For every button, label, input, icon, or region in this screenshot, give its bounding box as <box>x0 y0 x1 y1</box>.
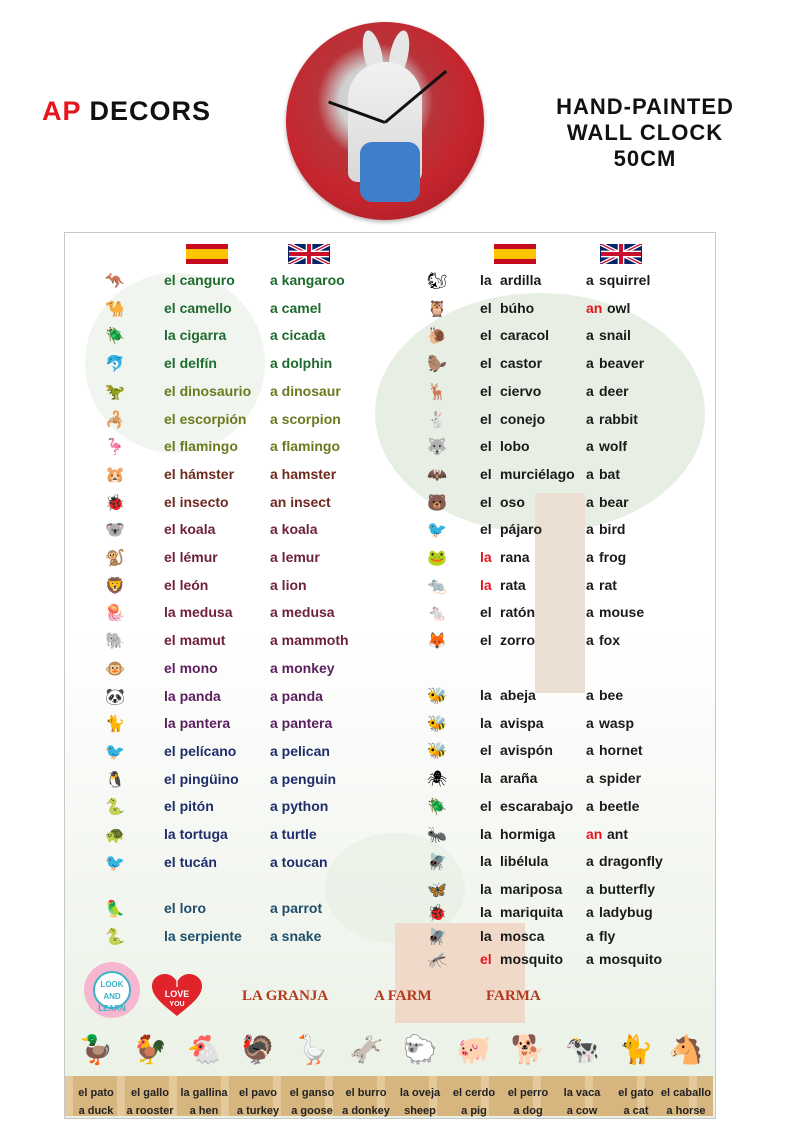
word-en: squirrel <box>599 272 651 288</box>
wasp-icon: 🐝 <box>427 716 447 733</box>
word-es: la panda <box>164 687 221 704</box>
penguin-icon: 🐧 <box>105 771 125 789</box>
word-en: a lion <box>270 576 307 593</box>
turtle-icon: 🐢 <box>105 827 125 844</box>
word-en: butterfly <box>599 881 655 897</box>
word-es: la medusa <box>164 604 233 621</box>
word-es: el camello <box>164 299 232 316</box>
article-en: a <box>586 770 594 786</box>
frog-icon: 🐸 <box>427 550 447 567</box>
word-es: murciélago <box>500 465 575 482</box>
scorpion-icon: 🦂 <box>105 411 125 429</box>
word-en: a koala <box>270 521 318 538</box>
word-en: a cicada <box>270 327 326 344</box>
word-es: el pingüino <box>164 770 239 787</box>
article-en: a <box>586 632 594 649</box>
article-en: a <box>586 549 594 565</box>
farm-word-en: a dog <box>513 1105 543 1117</box>
word-en: bee <box>599 687 624 703</box>
deer-icon: 🦌 <box>427 383 447 401</box>
promo-line: 50CM <box>613 146 677 171</box>
word-es: el koala <box>164 521 216 538</box>
word-en: wolf <box>599 438 627 455</box>
word-es: el tucán <box>164 853 217 870</box>
word-es: el escorpión <box>164 410 247 427</box>
word-en: mouse <box>599 604 645 621</box>
word-en: rat <box>599 576 617 593</box>
article-es: la <box>480 904 492 920</box>
word-es: oso <box>500 493 525 510</box>
word-en: a parrot <box>270 900 323 916</box>
bird-icon: 🐦 <box>427 522 447 540</box>
fox-icon: 🦊 <box>427 633 447 651</box>
word-es: el dinosaurio <box>164 382 252 399</box>
farm-word-es: el burro <box>345 1087 387 1099</box>
word-es: el delfín <box>164 355 217 372</box>
wolf-icon: 🐺 <box>427 439 447 457</box>
ladybug-icon: 🐞 <box>427 905 447 922</box>
word-en: snail <box>599 327 631 344</box>
beaver-icon: 🦫 <box>427 356 447 374</box>
article-en: a <box>586 951 594 967</box>
brand-decors: DECORS <box>89 96 212 126</box>
word-es: el pelícano <box>164 742 237 759</box>
dolphin-icon: 🐬 <box>105 356 125 374</box>
article-en: a <box>586 853 594 869</box>
article-es: la <box>480 770 492 786</box>
article-es: la <box>480 928 492 944</box>
article-en: a <box>586 798 594 814</box>
word-es: la cigarra <box>164 327 227 344</box>
promo-title <box>520 94 770 172</box>
word-en: a pantera <box>270 715 333 732</box>
word-en: ant <box>607 826 628 842</box>
word-en: dragonfly <box>599 853 663 869</box>
snake-icon: 🐍 <box>105 929 125 946</box>
word-es: lobo <box>500 438 530 455</box>
farm-word-en: sheep <box>404 1105 436 1117</box>
article-es: el <box>480 410 492 427</box>
article-es: la <box>480 881 492 897</box>
farm-word-en: a pig <box>461 1105 487 1117</box>
word-en: a lemur <box>270 549 320 565</box>
bat-icon: 🦇 <box>427 466 447 484</box>
rat-icon: 🐀 <box>427 577 447 595</box>
farm-word-es: el pato <box>78 1087 114 1099</box>
farm-word-en: a cow <box>566 1105 598 1117</box>
heart-text: LOVE <box>164 989 190 999</box>
cicada-icon: 🪲 <box>105 328 125 346</box>
farm-word-en: a rooster <box>126 1105 174 1117</box>
bear-icon: 🐻 <box>427 494 447 512</box>
mammoth-icon: 🐘 <box>105 633 125 651</box>
butterfly-icon: 🦋 <box>427 882 447 899</box>
article-en: a <box>586 715 594 731</box>
uk-flag-icon <box>600 244 642 264</box>
article-es: la <box>480 853 492 869</box>
uk-flag-icon <box>288 244 330 264</box>
article-en: a <box>586 604 594 621</box>
article-es: el <box>480 299 492 316</box>
article-es: el <box>480 742 492 758</box>
toucan-icon: 🐦 <box>105 854 125 872</box>
farm-word-es: el pavo <box>239 1087 277 1099</box>
word-es: ciervo <box>500 382 542 399</box>
article-en: a <box>586 521 594 538</box>
article-es: la <box>480 826 492 842</box>
word-es: zorro <box>500 632 535 649</box>
word-en: fly <box>599 928 616 944</box>
article-es: la <box>480 549 492 565</box>
heart-icon <box>152 974 202 1018</box>
farm-title-es: LA GRANJA <box>242 988 329 1004</box>
word-en: a monkey <box>270 659 335 676</box>
word-es: ardilla <box>500 272 542 288</box>
word-es: rana <box>500 549 530 565</box>
panther-icon: 🐈 <box>105 716 125 734</box>
farm-word-es: la oveja <box>399 1087 441 1099</box>
word-es: el flamingo <box>164 438 238 455</box>
fly-icon: 🪰 <box>427 929 447 946</box>
hamster-icon: 🐹 <box>105 466 125 484</box>
article-es: el <box>480 355 492 372</box>
word-es: el loro <box>164 900 207 916</box>
ant-icon: 🐜 <box>427 827 447 844</box>
spain-flag-icon <box>186 244 228 264</box>
article-en: a <box>586 465 594 482</box>
squirrel-icon: 🐿 <box>426 273 448 290</box>
brand-ap: AP <box>42 96 82 126</box>
word-es: mariposa <box>500 881 563 897</box>
article-en: a <box>586 355 594 372</box>
article-es: el <box>480 465 492 482</box>
article-en: a <box>586 904 594 920</box>
farm-title-en: A FARM <box>374 988 432 1004</box>
farm-word-en: a duck <box>78 1105 114 1117</box>
article-en: a <box>586 928 594 944</box>
sheep-icon: 🐑 <box>402 1034 438 1065</box>
farm-word-en: a turkey <box>236 1105 280 1117</box>
word-en: frog <box>599 549 627 565</box>
pelican-icon: 🐦 <box>105 743 125 761</box>
word-es: mariquita <box>500 904 564 920</box>
word-es: mosca <box>500 928 545 944</box>
word-es: el mamut <box>164 632 226 649</box>
word-es: el mono <box>164 659 218 676</box>
brand-logo <box>42 96 211 127</box>
word-es: pájaro <box>500 521 543 538</box>
word-en: fox <box>599 632 620 649</box>
word-en: a turtle <box>270 826 317 842</box>
background-tree-trunk <box>535 493 585 693</box>
word-es: el hámster <box>164 465 235 482</box>
farm-word-es: el cerdo <box>452 1087 496 1099</box>
word-en: a flamingo <box>270 438 341 455</box>
word-es: conejo <box>500 410 546 427</box>
article-en: a <box>586 493 594 510</box>
donkey-icon: 🫏 <box>348 1034 384 1065</box>
goose-icon: 🪿 <box>294 1034 330 1065</box>
word-en: a hamster <box>270 465 337 482</box>
rabbit-coat-icon <box>360 142 420 202</box>
farm-word-en: a donkey <box>342 1105 390 1117</box>
farm-word-en: a cat <box>623 1105 649 1117</box>
article-es: el <box>480 521 492 538</box>
monkey-icon: 🐵 <box>105 660 125 678</box>
turkey-icon: 🦃 <box>240 1034 276 1065</box>
spider-icon: 🕷 <box>426 771 448 788</box>
hornet-icon: 🐝 <box>427 743 447 760</box>
article-en: a <box>586 410 594 427</box>
dinosaur-icon: 🦖 <box>105 383 125 401</box>
farm-word-es: el caballo <box>660 1087 712 1099</box>
word-en: bear <box>599 493 629 510</box>
look-and-learn-badge <box>84 962 140 1018</box>
word-en: a snake <box>270 928 322 944</box>
word-en: owl <box>607 299 631 316</box>
article-es: el <box>480 327 492 344</box>
article-es: el <box>480 438 492 455</box>
owl-icon: 🦉 <box>427 300 447 318</box>
heart-text: YOU <box>169 1001 185 1008</box>
farm-title-farma: FARMA <box>486 988 541 1004</box>
word-en: beetle <box>599 798 640 814</box>
bee-icon: 🐝 <box>427 688 447 705</box>
article-en: an <box>586 826 603 842</box>
farm-word-es: el perro <box>507 1087 549 1099</box>
promo-line: WALL CLOCK <box>566 120 724 145</box>
word-en: a mammoth <box>270 632 349 649</box>
hen-icon: 🐔 <box>186 1034 222 1065</box>
cow-icon: 🐄 <box>564 1034 600 1065</box>
word-en: a penguin <box>270 770 337 787</box>
word-en: a dolphin <box>270 355 333 372</box>
farm-word-es: el ganso <box>289 1087 335 1099</box>
word-en: ladybug <box>599 904 653 920</box>
word-es: el lémur <box>164 549 218 565</box>
flamingo-icon: 🦩 <box>105 439 125 457</box>
cat-icon: 🐈 <box>618 1034 654 1065</box>
pig-icon: 🐖 <box>456 1034 492 1065</box>
word-es: escarabajo <box>500 798 574 814</box>
article-en: a <box>586 382 594 399</box>
word-es: libélula <box>500 853 549 869</box>
lemur-icon: 🐒 <box>105 550 125 567</box>
word-es: el pitón <box>164 798 214 815</box>
beetle-icon: 🪲 <box>427 799 447 816</box>
word-en: bird <box>599 521 626 538</box>
article-en: a <box>586 272 594 288</box>
word-es: la tortuga <box>164 826 228 842</box>
farm-word-es: la gallina <box>180 1087 228 1099</box>
farm-word-en: a goose <box>291 1105 333 1117</box>
wall-clock-image <box>286 22 484 220</box>
word-es: castor <box>500 355 543 372</box>
word-en: a panda <box>270 687 323 704</box>
article-en: a <box>586 327 594 344</box>
parrot-icon: 🦜 <box>105 901 125 918</box>
word-es: abeja <box>500 687 536 703</box>
look-line: LOOK <box>100 980 124 989</box>
word-es: hormiga <box>500 826 556 842</box>
word-en: hornet <box>599 742 643 758</box>
kangaroo-icon: 🦘 <box>105 273 125 290</box>
word-es: avispa <box>500 715 544 731</box>
article-en: a <box>586 438 594 455</box>
mosquito-icon: 🦟 <box>427 952 447 969</box>
word-en: deer <box>599 382 629 399</box>
farm-word-es: la vaca <box>563 1087 601 1099</box>
article-en: a <box>586 687 594 703</box>
article-es: el <box>480 382 492 399</box>
word-en: a pelican <box>270 742 330 759</box>
word-en: an insect <box>270 493 331 510</box>
rabbit-icon: 🐇 <box>427 411 447 429</box>
heart-text: I <box>175 980 179 989</box>
insect-icon: 🐞 <box>105 494 125 512</box>
article-es: la <box>480 687 492 703</box>
word-en: wasp <box>599 715 635 731</box>
article-es: el <box>480 604 492 621</box>
look-line: LEARN <box>98 1004 126 1013</box>
farm-word-en: a horse <box>666 1105 706 1117</box>
farm-word-es: el gallo <box>131 1087 169 1099</box>
word-en: a medusa <box>270 604 335 621</box>
word-es: búho <box>500 299 535 316</box>
word-en: a dinosaur <box>270 382 341 399</box>
koala-icon: 🐨 <box>105 522 125 540</box>
word-es: mosquito <box>500 951 563 967</box>
duck-icon: 🦆 <box>78 1034 114 1065</box>
farm-word-es: el gato <box>618 1087 654 1099</box>
article-es: la <box>480 715 492 731</box>
word-en: a kangaroo <box>270 272 345 288</box>
word-en: a python <box>270 798 329 815</box>
word-es: el león <box>164 576 209 593</box>
dragonfly-icon: 🪰 <box>427 854 447 871</box>
camel-icon: 🐪 <box>105 300 125 318</box>
word-es: rata <box>500 576 526 593</box>
article-es: la <box>480 272 492 288</box>
article-es: la <box>480 576 492 593</box>
word-en: spider <box>599 770 642 786</box>
spain-flag-icon <box>494 244 536 264</box>
lion-icon: 🦁 <box>105 577 125 595</box>
farm-word-en: a hen <box>189 1105 219 1117</box>
snail-icon: 🐌 <box>427 328 447 346</box>
mouse-icon: 🐁 <box>427 605 447 623</box>
rooster-icon: 🐓 <box>132 1034 168 1065</box>
horse-icon: 🐴 <box>668 1034 704 1065</box>
word-es: el canguro <box>164 272 235 288</box>
word-en: beaver <box>599 355 645 372</box>
article-es: el <box>480 493 492 510</box>
word-es: araña <box>500 770 538 786</box>
word-es: el insecto <box>164 493 229 510</box>
word-en: rabbit <box>599 410 638 427</box>
word-en: a toucan <box>270 853 328 870</box>
word-en: bat <box>599 465 620 482</box>
word-es: la pantera <box>164 715 231 732</box>
article-es: el <box>480 798 492 814</box>
article-en: a <box>586 742 594 758</box>
word-en: a scorpion <box>270 410 341 427</box>
article-es: el <box>480 951 492 967</box>
word-es: avispón <box>500 742 553 758</box>
panda-icon: 🐼 <box>105 688 125 706</box>
dog-icon: 🐕 <box>510 1034 546 1065</box>
article-es: el <box>480 632 492 649</box>
word-en: mosquito <box>599 951 662 967</box>
word-en: a camel <box>270 299 322 316</box>
promo-line: HAND-PAINTED <box>556 94 734 119</box>
word-es: la serpiente <box>164 928 242 944</box>
article-en: a <box>586 576 594 593</box>
word-es: ratón <box>500 604 535 621</box>
look-line: AND <box>103 992 121 1001</box>
jellyfish-icon: 🪼 <box>105 605 125 623</box>
word-es: caracol <box>500 327 550 344</box>
article-en: a <box>586 881 594 897</box>
article-en: an <box>586 299 603 316</box>
python-icon: 🐍 <box>105 799 125 817</box>
